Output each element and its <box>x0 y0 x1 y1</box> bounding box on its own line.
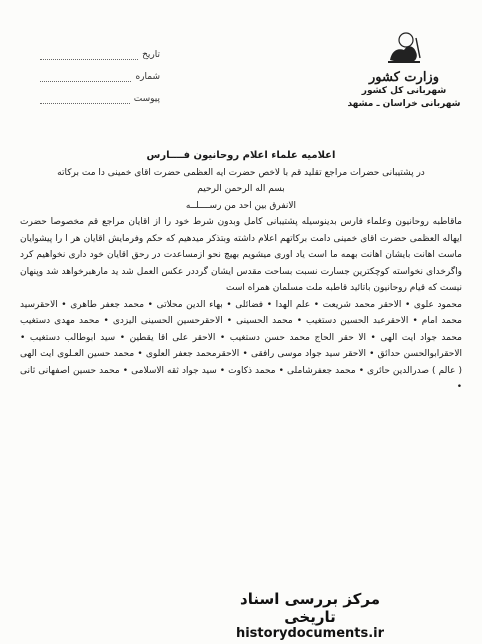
date-label: تاریخ <box>142 50 160 60</box>
archive-watermark <box>215 590 405 641</box>
number-label: شماره <box>135 72 160 82</box>
ministry-name: وزارت کشور <box>369 70 439 85</box>
watermark-title: مرکز بررسی اسناد تاریخی <box>240 590 380 626</box>
watermark-url: historydocuments.ir <box>235 626 385 641</box>
date-line <box>40 58 138 60</box>
police-dept: شهربانی کل کشور <box>361 86 447 96</box>
verse: الانفرق بین احد من رســــلــه <box>185 200 297 211</box>
signatories: محمود علوی • الاحقر محمد شریعت • علم الهدا • فضائلی • بهاء الدین محلاتی • محمد جعفر طاهری • الاحقرسید محمد امام • الاحقرعبد الحسین دستغیب • محمد الحسینی • الاحقرحسین الحسینی الیزدی • محمد مهدی دستغیب محمد جواد ایت الهی • الا حقر الحاج محمد حسن دستغیب • الاحقر علی اقا یقطین • سید ابوطالب دستغیب • الاحقرابوالحسن حدائق • الاحقر سید جواد موسی رافقی • الاحقرمحمد جعفر العلوی • محمد حسین العـلوی ایت الهی ( عالم ) صدرالدین حائری • محمد جعفرشاملی • محمد ذکاوت • سید جواد ثقه الاسلامی • محمد حسین اصفهانی ثانی • <box>20 299 462 392</box>
attachment-line <box>40 102 130 104</box>
attachment-label: پیوست <box>133 94 160 104</box>
number-field <box>40 60 160 82</box>
document-title: اعلامیه علماء اعلام روحانیون فــــارس <box>146 150 336 161</box>
police-branch: شهربانی خراسان ـ مشهد <box>347 99 461 109</box>
letterhead <box>344 30 464 111</box>
reference-fields <box>40 38 160 104</box>
declaration-paragraph: ماقاطبه روحانیون وعلماء فارس بدینوسیله پشتیبانی کامل وبدون شرط خود را از اقایان مراجع قم مخصوصا حضرت ایهاله العظمی حضرت اقای خمینی دامت برکاتهم اعلام داشته وبتذکر میدهیم که حکم وفرمایش اقایان هر ا را پیشوایان ماست اهانت بایشان اهانت بهمه ما است یاد اوری میشویم بهیچ نحو ازمساعدت در رحق اقایان خود داری نخواهیم کرد واگرخدای نخواسته کوچکترین جسارت نسبت بساحت مقدس ایشان گرددر عکس العمل شد ید مارهبرخواهد شد وپنهان نیست که قیام روحانیون باتائید قاطبه ملت مسلمان همراه است <box>20 217 462 293</box>
lion-and-sun-emblem-icon <box>386 30 422 64</box>
document-subtitle: در پشتیبانی حضرات مراجع تقلید قم با لاخص حضرت ایه العظمی حضرت اقای خمینی دا مت برکاته <box>57 167 425 178</box>
bismillah: بسم اله الرحمن الرحیم <box>197 184 285 194</box>
document-body <box>20 148 462 396</box>
date-field <box>40 38 160 60</box>
number-line <box>40 80 131 82</box>
attachment-field <box>40 82 160 104</box>
